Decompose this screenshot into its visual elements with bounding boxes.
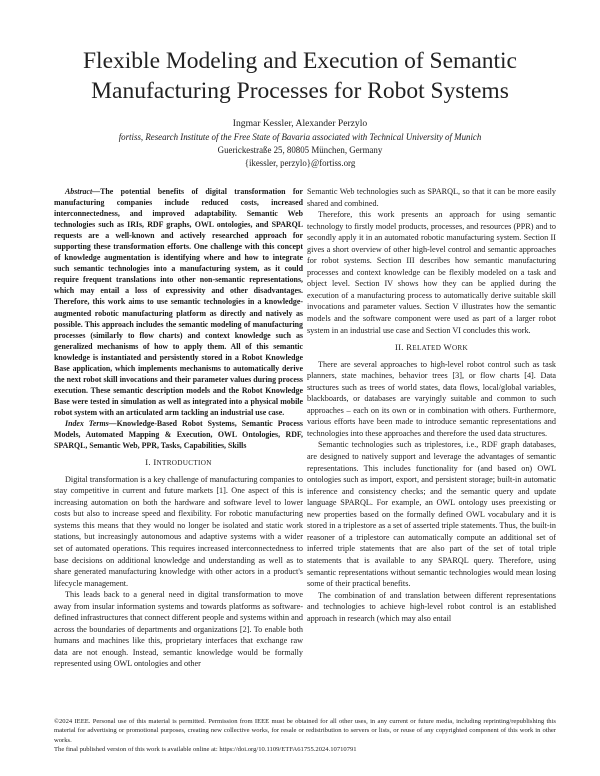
right-column [307, 186, 556, 624]
copyright-footer [54, 717, 556, 754]
section-numeral: II. [394, 342, 404, 353]
section-heading-introduction [54, 457, 303, 470]
index-terms-lead: Index Terms— [65, 418, 117, 428]
section-initial: R [406, 342, 413, 353]
related-paragraph-2: Semantic technologies such as triplestores, i.e., RDF graph databases, are designed to natively support and leverage the advantages of semantic representations. This includes functionality for (and based on) OWL ontologies such as import, export, and persistent storage; built-in automatic inference and consistency checks; and the semantic query and update language SPARQL. For example, an OWL ontology uses preexisting or new properties based on the formally defined OWL vocabulary and it is stored in a triplestore as a set of asserted triple statements. Thus, the built-in reasoner of a triplestore can automatically compute an additional set of inferred triple statements that are also part of the set of total triple statements that is available to any SPARQL query. Therefore, using semantic representations without semantic technologies would mean losing some of their practical benefits. [307, 440, 556, 589]
section-heading-related-work [307, 342, 556, 355]
affiliation: fortiss, Research Institute of the Free State of Bavaria associated with Technical University of Munich [118, 132, 482, 142]
section-rest: NTRODUCTION [156, 459, 212, 468]
copyright-notice: ©2024 IEEE. Personal use of this material is permitted. Permission from IEEE must be obtained for all other uses, in any current or future media, including reprinting/republishing this material for advertising or promotional purposes, creating new collective works, for resale or redistribution to servers or lists, or reuse of any copyrighted component of this work in other works. [54, 718, 556, 744]
address: Guerickestraße 25, 80805 München, Germany [217, 145, 383, 155]
index-terms [54, 418, 303, 451]
right-paragraph-1: Semantic Web technologies such as SPARQL, so that it can be more easily shared and combined. [307, 187, 556, 208]
section-initial: I [153, 457, 157, 468]
title-line-1: Flexible Modeling and Execution of Semantic [82, 48, 517, 74]
index-terms-text: Knowledge-Based Robot Systems, Semantic Process Models, Automated Mapping & Execution, OWL Ontologies, RDF, SPARQL, Semantic Web, PPR, Tasks, Capabilities, Skills [54, 418, 303, 451]
abstract [54, 186, 303, 418]
doi-notice: The final published version of this work is available online at: https://doi.org/10.1109/ETFA61755.2024.10710791 [54, 745, 357, 753]
left-column [54, 186, 303, 670]
section-numeral: I. [145, 457, 151, 468]
title-line-2: Manufacturing Processes for Robot Systems [91, 78, 509, 104]
related-paragraph-3: The combination of and translation between different representations and technologies to achieve high-level robot control is an established approach in research (which may also entail [307, 590, 556, 623]
section-initial: W [443, 342, 452, 353]
right-paragraph-2: Therefore, this work presents an approach for using semantic technology to firstly model products, processes, and resources (PPR) and to secondly apply it in an automated robotic manufacturing system. Section II gives a short overview of other high-level control and semantic approaches for robot systems. Section III describes how semantic manufacturing processes and context knowledge can be flexibly modeled on a task and object level. Section IV shows how they can be applied during the execution of a manufacturing process to automatically derive suitable skill invocations and parameter values. Section V illustrates how the semantic models and the software component were used as part of a larger robot system in an industrial use case and Section VI concludes this work. [307, 210, 556, 335]
section-rest: ELATED [412, 344, 442, 353]
intro-paragraph-1: Digital transformation is a key challenge of manufacturing companies to stay competitive in current and future markets [1]. One aspect of this is increasing automation on both the hardware and software level to lower costs but also to increase speed and flexibility. For robotic manufacturing systems this means that they would no longer be isolated and static work stations, but increasingly autonomous and adaptive systems with a wider set of automated operations. This requires increased interconnectedness to base decisions on additional knowledge and understanding as well as to share generated manufacturing knowledge with other actors in a product's lifecycle management. [54, 474, 303, 588]
author-list: Ingmar Kessler, Alexander Perzylo [232, 118, 368, 129]
email-addresses: {ikessler, perzylo}@fortiss.org [244, 158, 356, 168]
intro-paragraph-2: This leads back to a general need in digital transformation to move away from insular information systems and towards platforms as software-defined infrastructures that connect different people and systems within and across the boundaries of departments and organizations [2]. To enable both humans and machines like this, proprietary interfaces that exchange raw data are not enough. Instead, semantic knowledge would be formally represented using OWL ontologies and other [54, 590, 303, 669]
section-rest: ORK [451, 344, 469, 353]
abstract-lead: Abstract— [65, 187, 101, 196]
abstract-text: The potential benefits of digital transformation for manufacturing companies include reduced costs, increased interconnectedness, and improved adaptability. Semantic Web technologies such as IRIs, RDF graphs, OWL ontologies, and SPARQL requests are a well-known and actively researched approach for supporting these transformation efforts. One challenge with this concept of knowledge augmentation is identifying where and how to integrate such semantic technologies into a manufacturing system, as it could require frequent translations into other non-semantic representations, which may entail a loss of expressivity and other disadvantages. Therefore, this work aims to use semantic technologies in a knowledge-augmented robotic manufacturing platform as directly and natively as possible. This approach includes the semantic modeling of manufacturing processes (similarly to flow charts) and context knowledge such as generalized mechanisms of how to apply them. All of this semantic knowledge is instantiated and persistently stored in a Robot Knowledge Base application, which implements mechanisms to automatically derive the next robot skill invocations and their parameter values during process execution. These semantic description models and the Robot Knowledge Base were tested in simulation as well as integrated into a physical mobile robot system with an articulated arm tackling an industrial use case. [54, 187, 303, 417]
related-paragraph-1: There are several approaches to high-level robot control such as task planners, state machines, behavior trees [3], or flow charts [4]. Data structures such as trees of world states, data flows, local/global variables, blackboards, or databases are varyingly suitable and common to such approaches – each on its own or in combination with others. Furthermore, various efforts have been made to introduce semantic representations and technologies into these approaches and therefore the used data structures. [307, 359, 556, 438]
paper-title [40, 46, 560, 106]
